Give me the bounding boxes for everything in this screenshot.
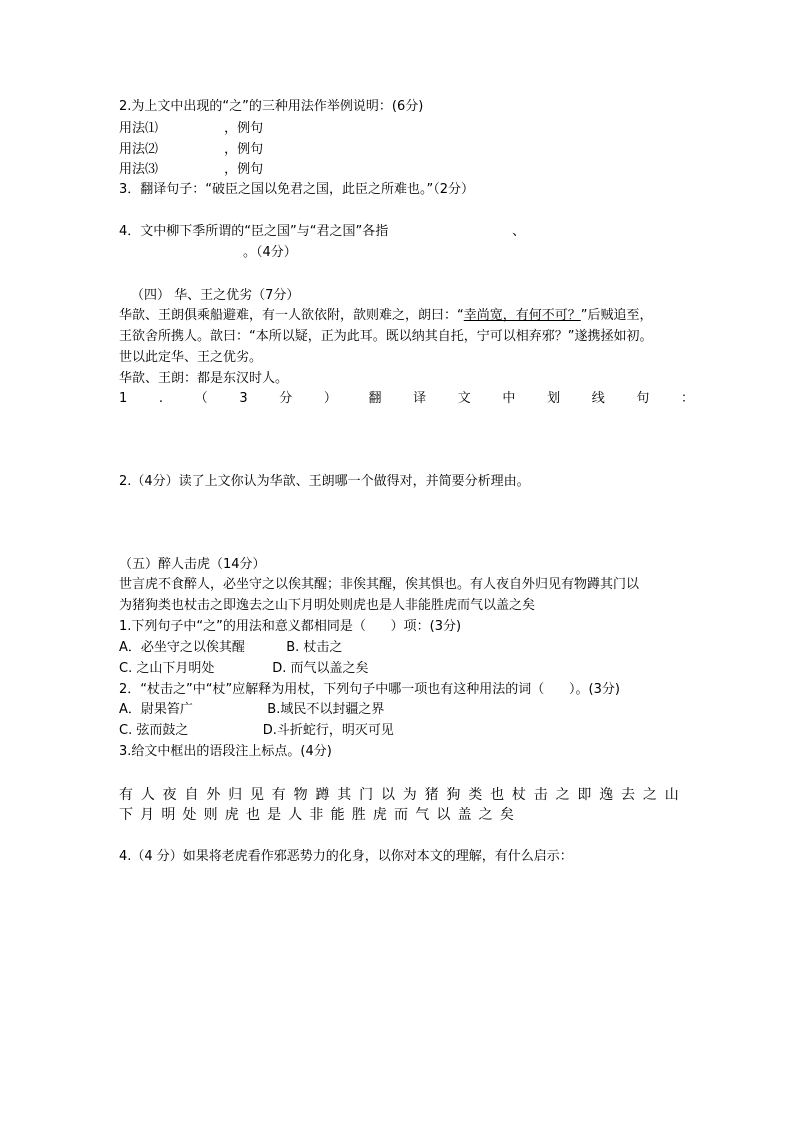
question-3: 3．翻译句子：“破臣之国以免君之国，此臣之所难也。”（2分） [119,182,475,197]
grid-char: 有 [271,787,286,803]
grid-char: 人 [288,807,303,823]
q1-char: 1 [119,391,128,406]
grid-char: 其 [337,787,352,803]
q1-char: 线 [591,391,605,406]
q1-char: 3 [239,391,248,406]
grid-char: 有 [119,787,133,803]
q1-options-ab: A．必坐守之以俟其醒 B. 杖击之 [119,640,343,655]
section-5-question-1: 1.下列句子中“之”的用法和意义都相同是（ ）项：(3分) [119,619,462,634]
section-4-title: （四） 华、王之优劣（7分） [131,288,300,303]
grid-char: 自 [184,787,199,803]
grid-char: 也 [245,807,260,823]
grid-char: 门 [359,787,374,803]
grid-char: 虎 [224,807,239,823]
grid-char: 之 [642,787,657,803]
grid-char: 人 [140,787,155,803]
grid-char: 外 [206,787,221,803]
section-4-paragraph-line-2: 王欲舍所携人。歆曰：“本所以疑，正为此耳。既以纳其自托，宁可以相弃邪？”遂携拯如初。 [119,329,653,344]
grid-char: 之 [555,787,570,803]
section-4-question-2: 2.（4分）读了上文你认为华歆、王朗哪一个做得对，并简要分析理由。 [119,474,530,489]
question-4-line-2: 。（4分） [119,245,297,260]
grid-char: 类 [468,787,483,803]
grid-char: 明 [161,807,176,823]
section-5-paragraph-line-2: 为猪狗类也杖击之即逸去之山下月明处则虎也是人非能胜虎而气以盖之矣 [119,598,536,613]
grid-char: 能 [330,807,345,823]
grid-char: 猪 [424,787,439,803]
grid-char: 胜 [351,807,366,823]
grid-char: 处 [182,807,197,823]
text-run: 华歆、王朗俱乘船避难，有一人欲依附，歆则难之，朗曰：“ [119,308,464,323]
q1-char: 译 [413,391,427,406]
question-2: 2.为上文中出现的“之”的三种用法作举例说明：(6分) [119,99,424,114]
grid-char: 非 [309,807,324,823]
grid-char: 则 [203,807,218,823]
q1-options-cd: C. 之山下月明处 D. 而气以盖之矣 [119,661,369,676]
usage-line-1: 用法⑴ ，例句 [119,121,264,136]
grid-char: 以 [380,787,395,803]
grid-char: 逸 [599,787,614,803]
section-5-question-4: 4.（4 分）如果将老虎看作邪恶势力的化身，以你对本文的理解，有什么启示： [119,849,573,864]
underlined-sentence: 幸尚宽，有何不可？ [463,308,581,323]
section-4-note: 华歆、王朗：都是东汉时人。 [119,371,289,386]
section-4-question-1 [119,390,694,408]
usage-line-2: 用法⑵ ，例句 [119,142,264,157]
q1-char: ） [323,391,337,406]
q1-char: 中 [502,391,516,406]
q1-char: 句 [636,391,650,406]
grid-char: 见 [249,787,264,803]
grid-char: 矣 [499,807,514,823]
usage-line-3: 用法⑶ ，例句 [119,162,264,177]
section-5-question-2: 2．“杖击之”中“杖”应解释为用杖，下列句子中哪一项也有这种用法的词（ ）。(3分) [119,682,620,697]
q2-options-ab: A．尉果笞广 B.域民不以封疆之界 [119,702,385,717]
grid-char: 之 [478,807,493,823]
grid-char: 狗 [446,787,461,803]
q1-char: 划 [547,391,561,406]
punctuation-grid-line-2 [119,805,514,825]
q1-char: ： [680,391,694,406]
grid-char: 是 [267,807,282,823]
grid-char: 也 [490,787,505,803]
q1-char: 文 [457,391,471,406]
text-run: ”后贼追至， [580,308,653,323]
grid-char: 蹲 [315,787,330,803]
grid-char: 山 [664,787,679,803]
section-5-paragraph-line-1: 世言虎不食醉人，必坐守之以俟其醒；非俟其醒，俟其惧也。有人夜自外归见有物蹲其门以 [119,577,640,592]
section-5-title: （五）醉人击虎（14分） [119,557,266,572]
section-4-paragraph-line-1 [119,307,653,325]
grid-char: 气 [415,807,430,823]
grid-char: 以 [436,807,451,823]
grid-char: 击 [533,787,548,803]
q1-char: 分 [279,391,293,406]
q2-options-cd: C. 弦而鼓之 D.斗折蛇行，明灭可见 [119,723,394,738]
grid-char: 盖 [457,807,472,823]
punctuation-grid-line-1 [119,785,679,805]
grid-char: 而 [394,807,409,823]
q1-char: （ [194,391,208,406]
q1-char: . [158,391,164,406]
section-4-paragraph-line-3: 世以此定华、王之优劣。 [119,350,263,365]
q1-char: 翻 [368,391,382,406]
grid-char: 下 [119,807,133,823]
grid-char: 归 [228,787,243,803]
grid-char: 物 [293,787,308,803]
section-5-question-3: 3.给文中框出的语段注上标点。(4分) [119,744,332,759]
grid-char: 虎 [372,807,387,823]
grid-char: 即 [577,787,592,803]
grid-char: 杖 [511,787,526,803]
grid-char: 去 [621,787,636,803]
grid-char: 夜 [162,787,177,803]
question-4-line-1: 4．文中柳下季所谓的“臣之国”与“君之国”各指 、 [119,224,526,239]
grid-char: 月 [140,807,155,823]
grid-char: 为 [402,787,417,803]
